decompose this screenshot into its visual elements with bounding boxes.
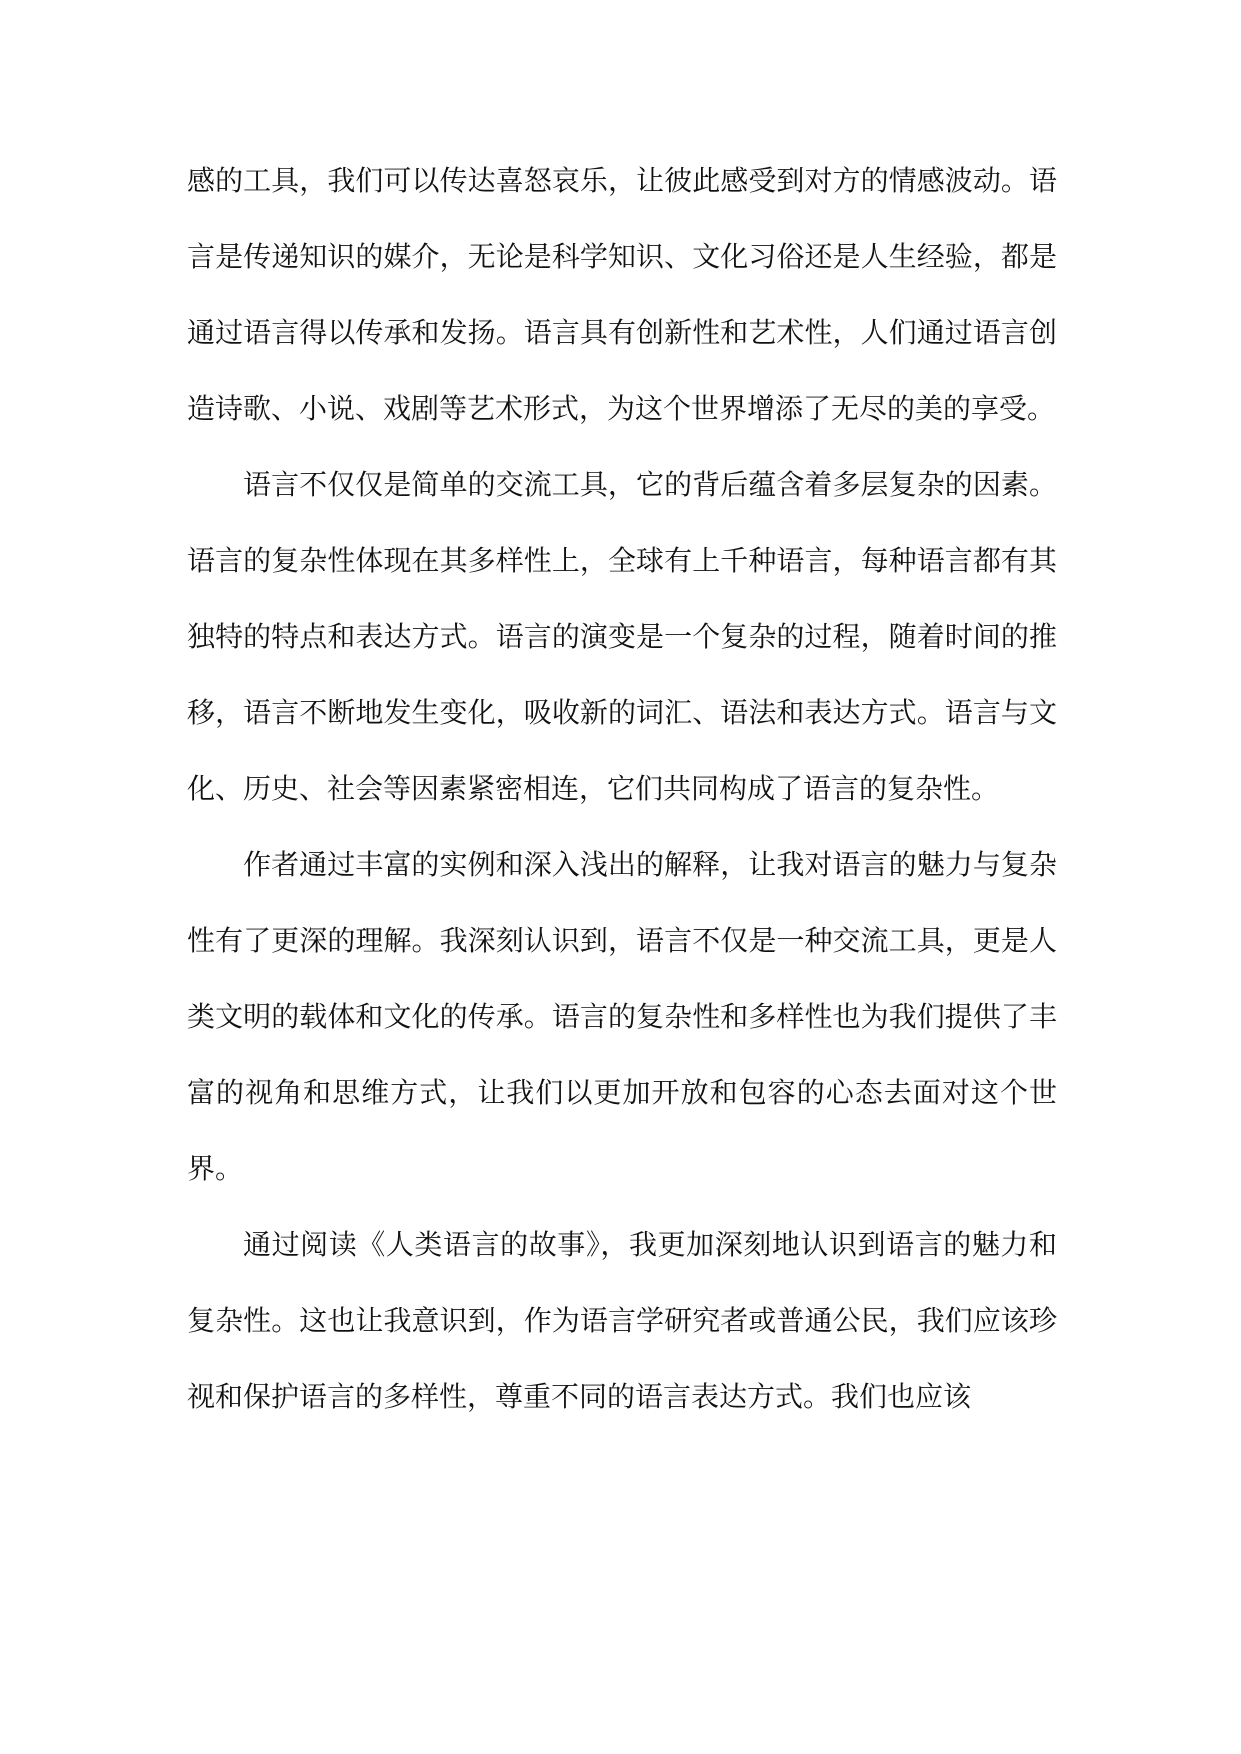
- paragraph-continuation: 感的工具，我们可以传达喜怒哀乐，让彼此感受到对方的情感波动。语言是传递知识的媒介，无论是科学知识、文化习俗还是人生经验，都是通过语言得以传承和发扬。语言具有创新性和艺术性，人们通过语言创造诗歌、小说、戏剧等艺术形式，为这个世界增添了无尽的美的享受。: [187, 164, 1057, 425]
- body-text: [187, 143, 1057, 1435]
- paragraph-understanding: 作者通过丰富的实例和深入浅出的解释，让我对语言的魅力与复杂性有了更深的理解。我深刻认识到，语言不仅是一种交流工具，更是人类文明的载体和文化的传承。语言的复杂性和多样性也为我们提供了丰富的视角和思维方式，让我们以更加开放和包容的心态去面对这个世界。: [187, 848, 1057, 1185]
- paragraph-reflection: 通过阅读《人类语言的故事》，我更加深刻地认识到语言的魅力和复杂性。这也让我意识到，作为语言学研究者或普通公民，我们应该珍视和保护语言的多样性，尊重不同的语言表达方式。我们也应该: [187, 1228, 1057, 1413]
- paragraph-complexity: 语言不仅仅是简单的交流工具，它的背后蕴含着多层复杂的因素。语言的复杂性体现在其多样性上，全球有上千种语言，每种语言都有其独特的特点和表达方式。语言的演变是一个复杂的过程，随着时间的推移，语言不断地发生变化，吸收新的词汇、语法和表达方式。语言与文化、历史、社会等因素紧密相连，它们共同构成了语言的复杂性。: [187, 468, 1057, 805]
